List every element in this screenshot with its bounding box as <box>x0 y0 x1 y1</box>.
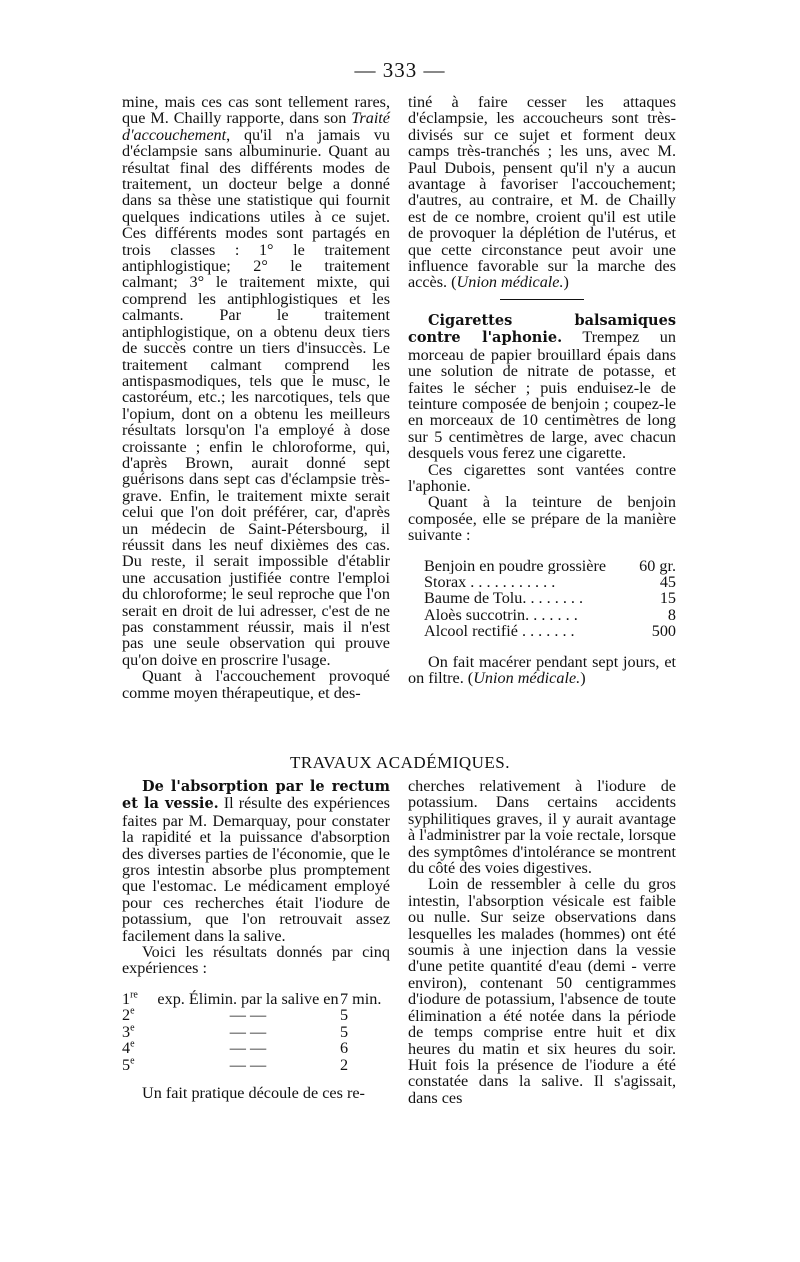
paragraph: mine, mais ces cas sont tellement rares, que M. Chailly rapporte, dans son Traité d'accouchement, qu'il n'a jamais vu d'éclampsie sans albuminurie. Quant au résultat final des différents modes de traitement, un docteur belge a donné dans sa thèse une statistique qui fournit quelques indications utiles à ce sujet. Ces différents modes sont partagés en trois classes : 1° le traitement antiphlogistique; 2° le traitement calmant; 3° le traitement mixte, qui comprend les antiphlogistiques et les calmants. Par le traitement antiphlogistique, on a obtenu deux tiers de succès contre un tiers d'insuccès. Le traitement calmant comprend les antispasmodiques, tels que le musc, le castoréum, etc.; les narcotiques, tels que l'opium, dont on a obtenu les meilleurs résultats lorsqu'on l'a employé à dose croissante ; enfin le chloroforme, qui, d'après Brown, aurait donné sept guérisons dans sept cas d'éclampsie très-grave. Enfin, le traitement mixte serait celui que l'on doit préférer, car, d'après un médecin de Saint-Pétersbourg, il réussit dans les neuf dixièmes des cas. Du reste, il serait impossible d'établir une accusation justifiée contre l'emploi du chloroforme; le seul reproche que l'on serait en droit de lui adresser, c'est de ne pas constamment réussir, mais il n'est pas une seule observation qui prouve qu'on doive en proscrire l'usage. <box>122 93 390 669</box>
paragraph: On fait macérer pendant sept jours, et on filtre. (Union médicale.) <box>408 652 676 687</box>
page-number: — 333 — <box>354 58 446 82</box>
article-heading: De l'absorption par le rectum et la vessie. <box>122 778 390 813</box>
paragraph: Quant à la teinture de benjoin composée, elle se prépare de la manière suivante : <box>408 493 676 545</box>
column-top-left <box>122 94 390 701</box>
paragraph: Cigarettes balsamiques contre l'aphonie. Trempez un morceau de papier brouillard épais dans une solution de nitrate de potasse, et faites le sécher ; puis enduisez-le de teinture composée de benjoin ; coupez-le en morceaux de 10 centimètres de long sur 5 centimètres de large, avec chacun desquels vous ferez une cigarette. <box>408 311 676 463</box>
paragraph: Loin de ressembler à celle du gros intestin, l'absorption vésicale est faible ou nulle. Sur seize observations dans lesquelles les malades (hommes) ont été soumis à une injection dans la vessie d'une petite quantité d'eau (demi - verre environ), contenant 50 centigrammes d'iodure de potassium, l'absence de toute élimination a été notée dans la période de temps comprise entre huit et dix heures du matin et six heures du soir. Huit fois la présence de l'iodure a été constatée dans la salive. Il s'agissait, dans ces <box>408 875 676 1107</box>
paragraph: tiné à faire cesser les attaques d'éclampsie, les accoucheurs sont très-divisés sur ce sujet et forment deux camps très-tranchés ; les uns, avec M. Paul Dubois, pensent qu'il n'y a aucun avantage à favoriser l'accouchement; d'autres, au contraire, et M. de Chailly est de ce nombre, croient qu'il est utile de provoquer la déplétion de l'utérus, et que cette circonstance peut avoir une influence favorable sur la marche des accès. (Union médicale.) <box>408 93 676 292</box>
recipe-row: Baume de Tolu. . . . . . . . 15 <box>424 589 676 608</box>
recipe-row: Benjoin en poudre grossière 60 gr. <box>424 556 676 575</box>
experiment-row: 2e — — 5 <box>122 1005 349 1025</box>
recipe-list <box>424 558 676 640</box>
column-bottom-right <box>408 778 676 1106</box>
experiment-row: 1re exp. Élimin. par la salive en 7 min. <box>122 989 382 1008</box>
recipe-row: Alcool rectifié . . . . . . . 500 <box>424 622 676 641</box>
article-heading: Cigarettes balsamiques contre l'aphonie. <box>408 311 676 347</box>
experiment-row: 3e — — 5 <box>122 1022 349 1041</box>
column-top-right <box>408 94 676 686</box>
paragraph: Quant à l'accouchement provoqué comme moyen thérapeutique, et des- <box>122 667 390 702</box>
paragraph: Ces cigarettes sont vantées contre l'aphonie. <box>408 460 676 495</box>
recipe-row: Storax . . . . . . . . . . . 45 <box>424 572 676 591</box>
recipe-row: Aloès succotrin. . . . . . . 8 <box>424 605 676 624</box>
paragraph: Un fait pratique découle de ces re- <box>142 1083 365 1102</box>
paragraph: cherches relativement à l'iodure de potassium. Dans certains accidents syphilitiques graves, il y aurait avantage à l'administrer par la voie rectale, lorsque des symptômes d'intolérance se montrent du côté des voies digestives. <box>408 777 676 878</box>
experiment-row: 5e — — 2 <box>122 1055 349 1074</box>
paragraph: De l'absorption par le rectum et la vessie. Il résulte des expériences faites par M. Demarquay, pour constater la rapidité et la puissance d'absorption des diverses parties de l'économie, que le gros intestin absorbe plus promptement que l'estomac. Le médicament employé pour ces recherches était l'iodure de potassium, que l'on retrouvait assez facilement dans la salive. <box>122 778 390 945</box>
experiment-row: 4e — — 6 <box>122 1038 349 1058</box>
experiment-table <box>122 991 390 1073</box>
column-bottom-left <box>122 778 390 1101</box>
section-divider <box>500 299 584 300</box>
paragraph: Voici les résultats donnés par cinq expériences : <box>122 943 390 978</box>
section-title: TRAVAUX ACADÉMIQUES. <box>289 753 510 772</box>
